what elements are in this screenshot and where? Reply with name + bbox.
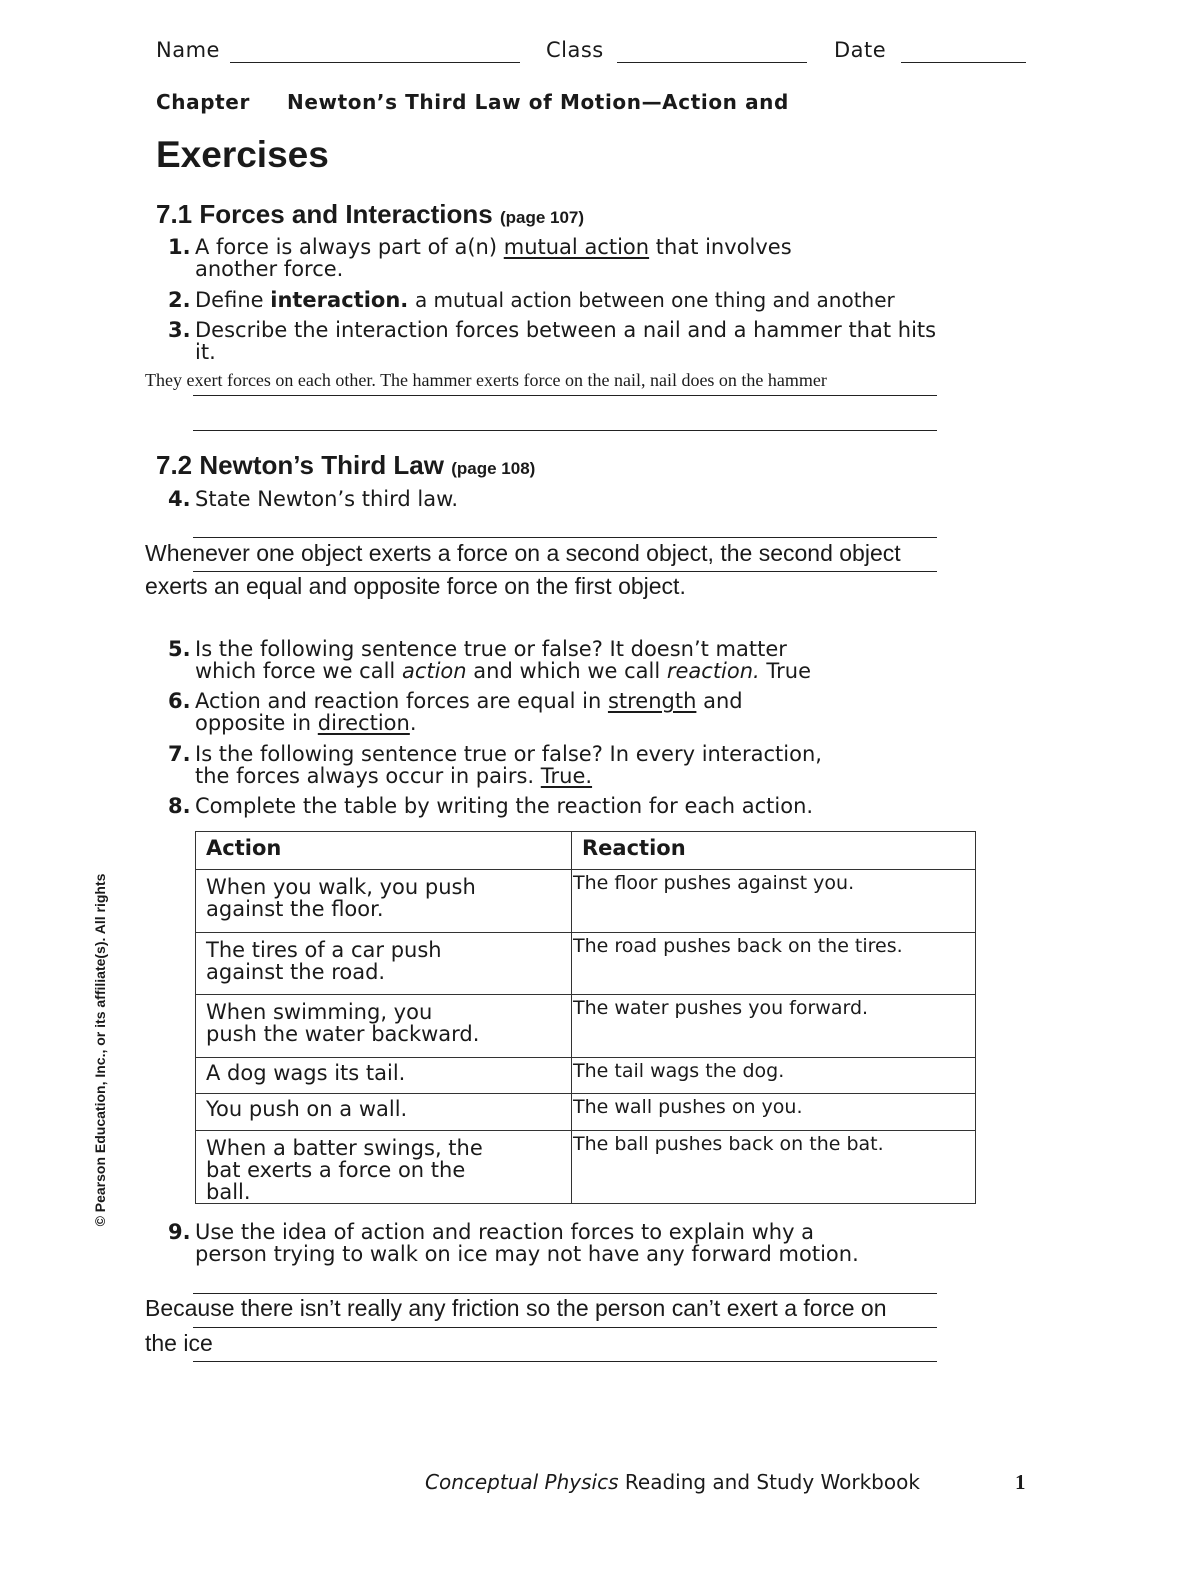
question-text: A force is always part of a(n) bbox=[195, 235, 498, 259]
answer-line bbox=[193, 571, 937, 572]
reaction-cell[interactable]: The road pushes back on the tires. bbox=[572, 933, 976, 995]
reaction-cell[interactable]: The water pushes you forward. bbox=[572, 995, 976, 1058]
question-4 bbox=[168, 487, 459, 511]
answer-q9-line-1[interactable]: Because there isn’t really any friction so the person can’t exert a force on bbox=[145, 1295, 887, 1321]
footer-book-rest: Reading and Study Workbook bbox=[624, 1470, 920, 1494]
section-number: 7.1 bbox=[156, 199, 193, 229]
chapter-label: Chapter bbox=[156, 90, 250, 114]
question-number: 3. bbox=[168, 318, 191, 342]
question-number: 7. bbox=[168, 742, 191, 766]
question-text: person trying to walk on ice may not have any forward motion. bbox=[195, 1242, 859, 1266]
table-row bbox=[196, 1094, 976, 1131]
question-8 bbox=[168, 794, 814, 818]
answer-strength[interactable]: strength bbox=[607, 689, 697, 713]
question-text: Complete the table by writing the reaction for each action. bbox=[195, 794, 814, 818]
date-label: Date bbox=[834, 38, 887, 62]
action-cell: The tires of a car push against the road. bbox=[196, 933, 572, 995]
answer-q7[interactable]: True. bbox=[540, 764, 593, 788]
table-row bbox=[196, 933, 976, 995]
term-reaction: reaction. bbox=[666, 659, 760, 683]
table-row bbox=[196, 995, 976, 1058]
question-2 bbox=[168, 288, 895, 312]
question-number: 8. bbox=[168, 794, 191, 818]
action-cell: When a batter swings, the bat exerts a force on the ball. bbox=[196, 1131, 572, 1204]
answer-line bbox=[193, 1327, 937, 1328]
chapter-title: Newton’s Third Law of Motion—Action and bbox=[287, 90, 789, 114]
question-number: 1. bbox=[168, 235, 191, 259]
answer-interaction[interactable]: a mutual action between one thing and another bbox=[414, 288, 895, 312]
answer-line bbox=[193, 537, 937, 538]
class-field[interactable] bbox=[617, 62, 807, 63]
table-row bbox=[196, 1131, 976, 1204]
action-cell: When swimming, you push the water backward. bbox=[196, 995, 572, 1058]
reaction-cell[interactable]: The wall pushes on you. bbox=[572, 1094, 976, 1131]
table-row bbox=[196, 870, 976, 933]
question-number: 4. bbox=[168, 487, 191, 511]
answer-q9-line-2[interactable]: the ice bbox=[145, 1330, 213, 1356]
question-number: 2. bbox=[168, 288, 191, 312]
question-text: State Newton’s third law. bbox=[195, 487, 459, 511]
question-text: another force. bbox=[195, 257, 344, 281]
reaction-cell[interactable]: The ball pushes back on the bat. bbox=[572, 1131, 976, 1204]
section-page-ref: (page 108) bbox=[451, 459, 536, 478]
answer-line bbox=[193, 430, 937, 431]
table-header-row bbox=[196, 832, 976, 870]
answer-q3[interactable]: They exert forces on each other. The hammer exerts force on the nail, nail does on the hammer bbox=[145, 370, 827, 390]
question-9 bbox=[168, 1220, 859, 1266]
section-page-ref: (page 107) bbox=[499, 208, 585, 227]
question-6 bbox=[168, 689, 743, 735]
action-cell: A dog wags its tail. bbox=[196, 1058, 572, 1094]
question-text: that involves bbox=[655, 235, 792, 259]
answer-line bbox=[193, 1361, 937, 1362]
footer-book-italic: Conceptual Physics bbox=[425, 1470, 619, 1494]
term-action: action bbox=[401, 659, 467, 683]
question-text: opposite in bbox=[195, 711, 312, 735]
action-reaction-table bbox=[195, 831, 976, 1204]
answer-mutual-action[interactable]: mutual action bbox=[503, 235, 650, 259]
question-text: Describe the interaction forces between a nail and a hammer that hits bbox=[195, 318, 937, 342]
question-text: Action and reaction forces are equal in bbox=[195, 689, 602, 713]
question-3 bbox=[168, 318, 937, 364]
answer-q5[interactable]: True bbox=[766, 659, 812, 683]
column-header-action: Action bbox=[196, 832, 572, 870]
reaction-cell[interactable]: The tail wags the dog. bbox=[572, 1058, 976, 1094]
question-text: the forces always occur in pairs. bbox=[195, 764, 535, 788]
question-1 bbox=[168, 235, 792, 281]
question-number: 5. bbox=[168, 637, 191, 661]
question-number: 6. bbox=[168, 689, 191, 713]
reaction-cell[interactable]: The floor pushes against you. bbox=[572, 870, 976, 933]
name-field[interactable] bbox=[230, 62, 520, 63]
answer-line bbox=[193, 1293, 937, 1294]
section-heading-7-2 bbox=[156, 450, 535, 481]
section-title: Newton’s Third Law bbox=[199, 450, 444, 480]
question-number: 9. bbox=[168, 1220, 191, 1244]
question-text: . bbox=[409, 711, 417, 735]
table-row bbox=[196, 1058, 976, 1094]
question-text: and which we call bbox=[473, 659, 661, 683]
action-cell: When you walk, you push against the floor. bbox=[196, 870, 572, 933]
class-label: Class bbox=[546, 38, 604, 62]
page-title: Exercises bbox=[156, 134, 329, 175]
date-field[interactable] bbox=[901, 62, 1026, 63]
question-text: which force we call bbox=[195, 659, 396, 683]
question-text: and bbox=[703, 689, 743, 713]
question-text: it. bbox=[195, 340, 216, 364]
answer-line bbox=[193, 395, 937, 396]
name-label: Name bbox=[156, 38, 220, 62]
question-text: Is the following sentence true or false? It doesn’t matter bbox=[195, 637, 787, 661]
question-text: Is the following sentence true or false? In every interaction, bbox=[195, 742, 822, 766]
question-7 bbox=[168, 742, 822, 788]
answer-q4-line-2[interactable]: exerts an equal and opposite force on the first object. bbox=[145, 573, 686, 599]
action-cell: You push on a wall. bbox=[196, 1094, 572, 1131]
question-text: Define bbox=[195, 288, 264, 312]
term-interaction: interaction. bbox=[270, 288, 409, 312]
question-5 bbox=[168, 637, 812, 683]
column-header-reaction: Reaction bbox=[572, 832, 976, 870]
section-title: Forces and Interactions bbox=[199, 199, 493, 229]
section-number: 7.2 bbox=[156, 450, 193, 480]
copyright-note: © Pearson Education, Inc., or its affiliate(s). All rights bbox=[92, 873, 108, 1227]
section-heading-7-1 bbox=[156, 199, 584, 230]
question-text: Use the idea of action and reaction forces to explain why a bbox=[195, 1220, 815, 1244]
page-number: 1 bbox=[1015, 1470, 1026, 1494]
answer-direction[interactable]: direction bbox=[317, 711, 410, 735]
answer-q4-line-1[interactable]: Whenever one object exerts a force on a second object, the second object bbox=[145, 540, 901, 566]
footer-book-title bbox=[425, 1470, 920, 1494]
